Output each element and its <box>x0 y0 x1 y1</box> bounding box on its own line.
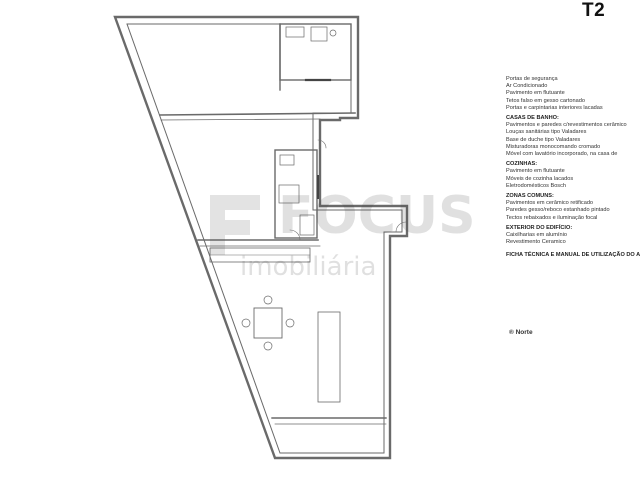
spec-footer-note: FICHA TÉCNICA E MANUAL DE UTILIZAÇÃO DO A <box>506 252 640 259</box>
spec-item: Móvel com lavatório incorporado, na casa de <box>506 151 618 158</box>
spec-item: Eletrodomésticos Bosch <box>506 182 567 189</box>
plan-title: T2 <box>582 0 606 21</box>
spec-item: Ar Condicionado <box>506 83 548 90</box>
spec-item: Base de duche tipo Valadares <box>506 136 581 143</box>
spec-heading-common: ZONAS COMUNS: <box>506 193 554 200</box>
fixture <box>311 27 327 41</box>
spec-item: Caixilharias em alumínio <box>506 232 567 239</box>
spec-list <box>506 76 640 260</box>
chair <box>242 319 250 327</box>
fixture <box>300 215 314 235</box>
fixture <box>330 30 336 36</box>
chair <box>286 319 294 327</box>
chair <box>264 296 272 304</box>
door-swing <box>396 222 406 232</box>
spec-heading-exterior: EXTERIOR DO EDIFÍCIO: <box>506 224 573 231</box>
middle-bathroom <box>275 150 317 238</box>
dining-table <box>254 308 282 338</box>
spec-item: Misturadoras monocomando cromado <box>506 143 601 150</box>
outer-wall-inner-line <box>127 24 402 453</box>
chair <box>264 342 272 350</box>
spec-item: Pavimento em flutuante <box>506 168 565 175</box>
fixture <box>279 185 299 203</box>
spec-heading-bathrooms: CASAS DE BANHO: <box>506 115 559 122</box>
spec-heading-kitchens: COZINHAS: <box>506 161 538 168</box>
spec-item: Revestimento Ceramico <box>506 239 566 246</box>
spec-item: Paredes gesso/reboco estanhado pintado <box>506 207 610 214</box>
spec-item: Pavimento em flutuante <box>506 90 565 97</box>
watermark-brand: FOCUS <box>278 186 476 246</box>
fixture <box>286 27 304 37</box>
spec-item: Móveis de cozinha lacados <box>506 175 574 182</box>
north-label: ® Norte <box>509 329 533 336</box>
wall-upper-divider-inner <box>161 119 320 120</box>
watermark-sub: imobiliária <box>240 252 377 282</box>
outer-wall <box>115 17 407 458</box>
spec-item: Tetos falso em gesso cartonado <box>506 97 585 104</box>
spec-item: Tectos rebaixados e iluminação focal <box>506 214 598 221</box>
fixture <box>280 155 294 165</box>
spec-item: Portas de segurança <box>506 76 558 82</box>
island <box>318 312 340 402</box>
spec-item: Portas e carpintarias interiores lacadas <box>506 104 603 111</box>
spec-item: Louças sanitárias tipo Valadares <box>506 129 587 136</box>
top-bathroom <box>280 24 351 80</box>
spec-item: Pavimentos e paredes c/revestimentos cerâmico <box>506 122 627 129</box>
spec-item: Pavimentos em cerâmico retificado <box>506 200 594 207</box>
wall-upper-divider <box>160 113 355 115</box>
